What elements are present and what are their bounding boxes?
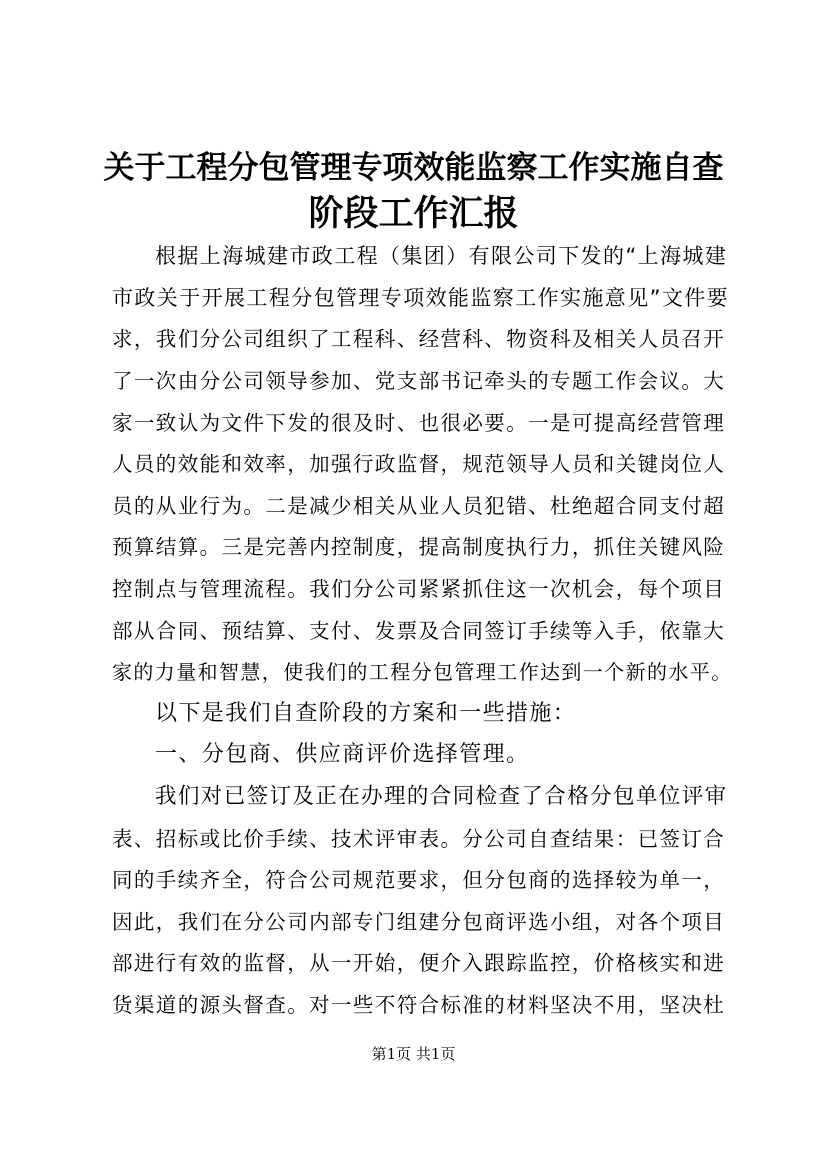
paragraph-line: 控制点与管理流程。我们分公司紧紧抓住这一次机会，每个项目	[112, 577, 726, 601]
paragraph-line: 以下是我们自查阶段的方案和一些措施：	[155, 701, 577, 726]
document-title-line-1: 关于工程分包管理专项效能监察工作实施自查	[103, 150, 724, 186]
page-number-footer: 第1页 共1页	[371, 1045, 456, 1063]
paragraph-line: 根据上海城建市政工程（集团）有限公司下发的“上海城建	[155, 244, 728, 268]
paragraph-line: 同的手续齐全，符合公司规范要求，但分包商的选择较为单一，	[112, 868, 726, 892]
paragraph-line: 部从合同、预结算、支付、发票及合同签订手续等入手，依靠大	[112, 619, 726, 643]
paragraph-line: 因此，我们在分公司内部专门组建分包商评选小组，对各个项目	[112, 910, 726, 934]
paragraph-line: 员的从业行为。二是减少相关从业人员犯错、杜绝超合同支付超	[112, 494, 726, 518]
paragraph-line: 预算结算。三是完善内控制度，提高制度执行力，抓住关键风险	[112, 535, 726, 559]
paragraph-line: 货渠道的源头督查。对一些不符合标准的材料坚决不用，坚决杜	[112, 993, 726, 1017]
paragraph-line: 部进行有效的监督，从一开始，便介入跟踪监控，价格核实和进	[112, 951, 726, 975]
document-title-line-2: 阶段工作汇报	[308, 193, 519, 234]
paragraph-line: 家的力量和智慧，使我们的工程分包管理工作达到一个新的水平。	[112, 660, 733, 684]
paragraph-line: 市政关于开展工程分包管理专项效能监察工作实施意见”文件要	[112, 286, 730, 310]
paragraph-line: 了一次由分公司领导参加、党支部书记牵头的专题工作会议。大	[112, 369, 726, 393]
paragraph-line: 求，我们分公司组织了工程科、经营科、物资科及相关人员召开	[112, 327, 726, 351]
section-heading: 一、分包商、供应商评价选择管理。	[155, 742, 530, 767]
paragraph-line: 我们对已签订及正在办理的合同检查了合格分包单位评审	[155, 784, 728, 809]
paragraph-line: 人员的效能和效率，加强行政监督，规范领导人员和关键岗位人	[112, 452, 726, 476]
paragraph-line: 家一致认为文件下发的很及时、也很必要。一是可提高经营管理	[112, 411, 726, 435]
paragraph-line: 表、招标或比价手续、技术评审表。分公司自查结果：已签订合	[112, 827, 726, 851]
